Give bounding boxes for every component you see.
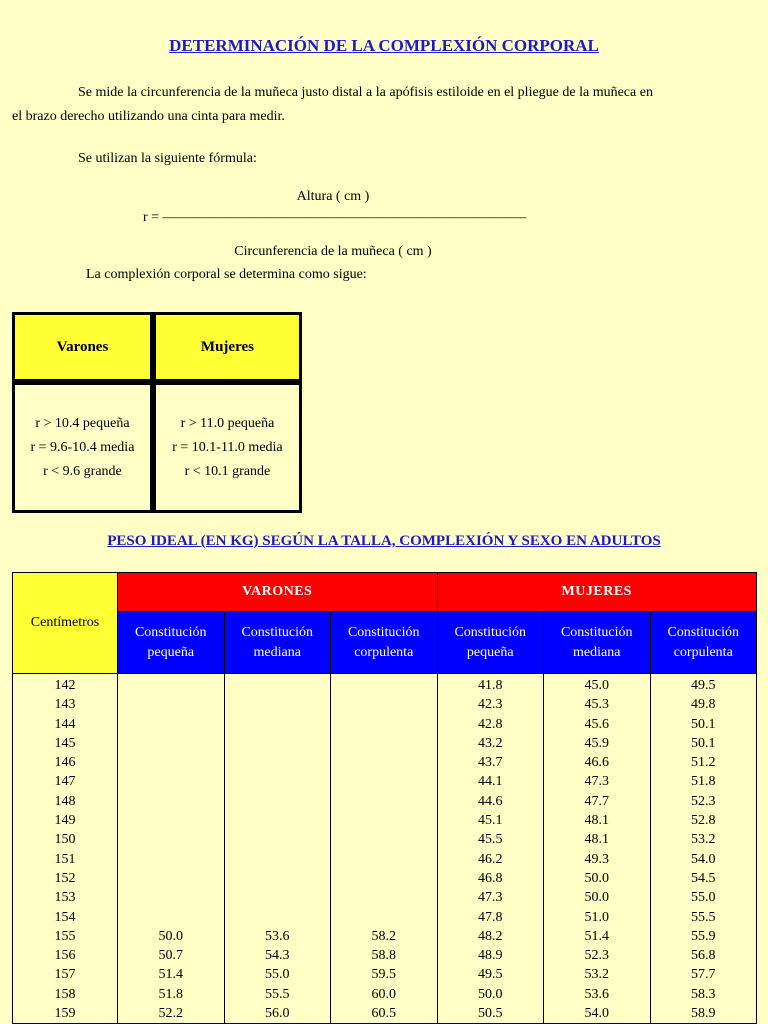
table-cell: 44.1	[478, 774, 503, 790]
table-cell: 151	[54, 851, 76, 867]
table-cell: 49.3	[584, 851, 609, 867]
table-cell: 142	[54, 678, 76, 693]
table-cell	[331, 830, 437, 849]
table-cell: 145	[54, 735, 76, 751]
table-cell	[118, 676, 224, 695]
table-cell	[118, 695, 224, 714]
table-cell: 157	[54, 967, 76, 983]
table-cell: 158	[54, 986, 76, 1002]
header-men: Varones	[12, 312, 153, 382]
table-cell: 154	[54, 909, 76, 925]
table-cell: 48.2	[478, 928, 503, 944]
table-cell: 45.0	[584, 678, 609, 693]
women-medium-column	[544, 674, 651, 1024]
table-cell	[118, 908, 224, 927]
table-cell: 143	[54, 697, 76, 713]
subheader-women-large: Constitución corpulenta	[650, 612, 757, 674]
table-cell	[331, 676, 437, 695]
table-cell: 51.2	[691, 755, 716, 771]
table-cell	[331, 811, 437, 830]
table-cell: 51.4	[584, 928, 609, 944]
table-cell	[225, 850, 331, 869]
formula-numerator: Altura ( cm )	[296, 189, 370, 204]
table-cell: 52.2	[158, 1006, 183, 1022]
table-cell: 50.0	[584, 870, 609, 886]
table-cell: 54.0	[691, 851, 716, 867]
table-cell	[118, 792, 224, 811]
women-criteria-large: r < 10.1 grande	[184, 463, 271, 479]
complexion-table	[12, 312, 302, 513]
table-cell: 156	[54, 948, 76, 964]
subheader-women-small: Constitución pequeña	[437, 612, 544, 674]
formula-denominator: Circunferencia de la muñeca ( cm )	[234, 244, 432, 259]
subheader-men-medium: Constitución mediana	[224, 612, 331, 674]
table-cell	[118, 811, 224, 830]
table-cell: 50.0	[478, 986, 503, 1002]
table-cell	[118, 772, 224, 791]
table-cell: 55.5	[691, 909, 716, 925]
subheader-men-small: Constitución pequeña	[118, 612, 225, 674]
table-cell: 57.7	[691, 967, 716, 983]
table-cell: 48.1	[584, 813, 609, 829]
intro-line-1: Se mide la circunferencia de la muñeca justo distal a la apófisis estiloide en el pliegue de la muñeca en	[78, 85, 653, 100]
table-cell: 58.8	[371, 948, 396, 964]
table-cell: 51.0	[584, 909, 609, 925]
table-cell: 50.0	[584, 890, 609, 906]
table-cell: 54.5	[691, 870, 716, 886]
women-group-header: MUJERES	[437, 573, 757, 612]
table-cell: 53.2	[584, 967, 609, 983]
table-cell: 50.7	[158, 948, 183, 964]
formula-intro: Se utilizan la siguiente fórmula:	[78, 151, 257, 166]
table-cell	[331, 908, 437, 927]
table-cell: 55.0	[265, 967, 290, 983]
table-cell: 152	[54, 870, 76, 886]
men-criteria-large: r < 9.6 grande	[43, 463, 122, 479]
table-cell: 150	[54, 832, 76, 848]
subheader-men-large: Constitución corpulenta	[331, 612, 438, 674]
men-criteria-small: r > 10.4 pequeña	[35, 415, 130, 431]
table-cell: 60.0	[371, 986, 396, 1002]
table-cell	[118, 753, 224, 772]
men-group-header: VARONES	[118, 573, 438, 612]
table-cell: 45.1	[478, 813, 503, 829]
women-small-column	[437, 674, 544, 1024]
table-cell: 49.5	[691, 678, 716, 693]
table-cell: 59.5	[371, 967, 396, 983]
header-women: Mujeres	[153, 312, 302, 382]
table-cell: 50.5	[478, 1006, 503, 1022]
table-cell: 48.1	[584, 832, 609, 848]
table-cell	[331, 850, 437, 869]
table-cell	[225, 695, 331, 714]
table-cell	[331, 695, 437, 714]
table-cell	[225, 811, 331, 830]
table-cell: 47.7	[584, 793, 609, 809]
ideal-weight-table	[12, 572, 757, 1024]
table-cell: 52.3	[584, 948, 609, 964]
table-cell: 144	[54, 716, 76, 732]
table-cell: 56.0	[265, 1006, 290, 1022]
table-cell: 55.5	[265, 986, 290, 1002]
table-cell: 42.3	[478, 697, 503, 713]
table-cell: 45.9	[584, 735, 609, 751]
table-cell: 50.0	[158, 928, 183, 944]
table-cell: 54.3	[265, 948, 290, 964]
table-cell: 47.3	[478, 890, 503, 906]
women-criteria-small: r > 11.0 pequeña	[180, 415, 275, 431]
women-criteria	[153, 382, 302, 513]
table-cell	[118, 830, 224, 849]
table-cell: 46.2	[478, 851, 503, 867]
table-cell: 51.4	[158, 967, 183, 983]
table-cell: 153	[54, 890, 76, 906]
table-cell: 54.0	[584, 1006, 609, 1022]
table-cell: 52.3	[691, 793, 716, 809]
table-cell: 58.9	[691, 1006, 716, 1022]
table-cell: 43.2	[478, 735, 503, 751]
table-cell: 48.9	[478, 948, 503, 964]
table-cell: 49.8	[691, 697, 716, 713]
table-cell	[331, 869, 437, 888]
table-cell: 149	[54, 813, 76, 829]
table-cell: 146	[54, 755, 76, 771]
table-cell: 53.6	[584, 986, 609, 1002]
table-cell: 44.6	[478, 793, 503, 809]
table-cell: 60.5	[371, 1006, 396, 1022]
table-cell: 45.6	[584, 716, 609, 732]
table-cell: 148	[54, 793, 76, 809]
table-cell	[225, 908, 331, 927]
men-criteria	[12, 382, 153, 513]
table-cell	[331, 734, 437, 753]
intro-line-2: el brazo derecho utilizando una cinta para medir.	[12, 109, 285, 124]
table-cell: 45.3	[584, 697, 609, 713]
page-title: DETERMINACIÓN DE LA COMPLEXIÓN CORPORAL	[169, 36, 599, 55]
table-cell: 42.8	[478, 716, 503, 732]
table-cell: 53.6	[265, 928, 290, 944]
table-cell: 58.2	[371, 928, 396, 944]
heights-column	[13, 674, 118, 1024]
table-cell	[118, 715, 224, 734]
table-cell: 55.0	[691, 890, 716, 906]
men-criteria-medium: r = 9.6-10.4 media	[30, 439, 135, 455]
table-cell: 43.7	[478, 755, 503, 771]
table-cell	[331, 792, 437, 811]
men-small-column	[118, 674, 225, 1024]
complexion-intro: La complexión corporal se determina como sigue:	[86, 267, 367, 282]
men-medium-column	[224, 674, 331, 1024]
table-cell	[331, 715, 437, 734]
table-cell: 47.8	[478, 909, 503, 925]
men-large-column	[331, 674, 438, 1024]
table-cell: 50.1	[691, 716, 716, 732]
table-cell: 159	[54, 1006, 76, 1022]
table-cell	[225, 715, 331, 734]
table-cell: 51.8	[158, 986, 183, 1002]
formula-line: r = ——————————————————————————	[143, 210, 527, 225]
women-large-column	[650, 674, 757, 1024]
table-cell: 49.5	[478, 967, 503, 983]
table-cell	[118, 734, 224, 753]
table-cell	[225, 753, 331, 772]
table-cell	[225, 792, 331, 811]
table-cell: 53.2	[691, 832, 716, 848]
weight-table-title: PESO IDEAL (EN KG) SEGÚN LA TALLA, COMPLEXIÓN Y SEXO EN ADULTOS	[107, 533, 661, 549]
table-cell: 41.8	[478, 678, 503, 693]
table-cell: 56.8	[691, 948, 716, 964]
table-cell	[331, 772, 437, 791]
table-cell: 46.6	[584, 755, 609, 771]
table-cell	[331, 753, 437, 772]
table-cell: 47.3	[584, 774, 609, 790]
table-cell: 155	[54, 928, 76, 944]
subheader-women-medium: Constitución mediana	[544, 612, 651, 674]
women-criteria-medium: r = 10.1-11.0 media	[172, 439, 283, 455]
table-cell: 52.8	[691, 813, 716, 829]
table-cell	[225, 772, 331, 791]
table-cell	[118, 888, 224, 907]
table-cell: 51.8	[691, 774, 716, 790]
table-cell: 45.5	[478, 832, 503, 848]
table-cell	[225, 830, 331, 849]
table-cell	[118, 850, 224, 869]
table-cell: 58.3	[691, 986, 716, 1002]
table-cell: 55.9	[691, 928, 716, 944]
table-cell	[225, 888, 331, 907]
table-cell	[118, 869, 224, 888]
centimeters-header: Centímetros	[13, 573, 118, 674]
table-cell	[225, 734, 331, 753]
table-cell: 147	[54, 774, 76, 790]
table-cell: 46.8	[478, 870, 503, 886]
table-cell	[225, 676, 331, 695]
table-cell	[331, 888, 437, 907]
table-cell: 50.1	[691, 735, 716, 751]
table-cell	[225, 869, 331, 888]
